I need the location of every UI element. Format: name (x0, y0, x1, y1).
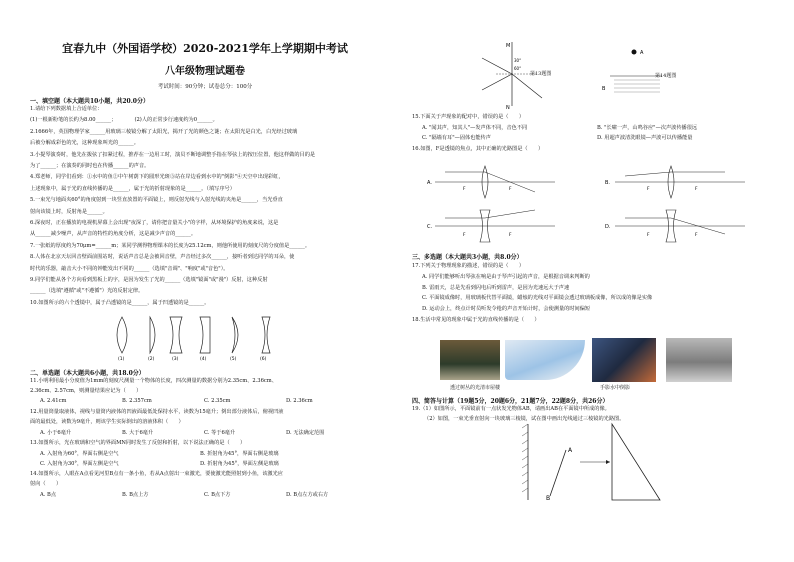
option: D. 运动会上，终点计时员听发令枪的声音开始计时，会使测量的时间偏短 (422, 305, 591, 312)
q-line: (1)一根新粉笔的长约为8.00______； (2)人的正常步行速度约为0______。 (30, 117, 218, 124)
option: A. 2.41cm (40, 398, 67, 404)
q-line: 时代的乐器，敲击大小不同的钟能发出不同的______（选填"音调"、"响度"或"音色"）。 (30, 265, 229, 272)
q-line: ______（选填"遵循"或"不遵循"）光的反射定律。 (30, 288, 144, 295)
q16-F-A1: F (463, 187, 466, 192)
question-12: 面的最低处，读数为9毫升，则该学生实际倒出的溶液体积（ ） (30, 419, 184, 425)
option: C. 等于6毫升 (204, 430, 236, 436)
q16-letter-A: A. (427, 180, 432, 186)
q16-F-B2: F (695, 187, 698, 192)
q-line: 10.如图所示的六个透镜中，属于凸透镜的是______，属于凹透镜的是______。 (30, 299, 210, 306)
exam-info: 考试时间：90分钟；试卷总分：100分 (157, 84, 253, 90)
q18-caption-1: 透过树丛的光清市屋楼 (450, 385, 501, 391)
q19-figure (510, 422, 710, 502)
q16-F-B1: F (647, 187, 650, 192)
lens-2 (150, 317, 155, 353)
option: D. 折射角为45°，界面左侧是玻璃 (200, 461, 279, 467)
q16-F-D1: F (647, 233, 650, 238)
section-multi-choice-heading: 三、多选题（本大题共3小题，共8.0分） (412, 254, 523, 261)
exam-subtitle: 八年级物理试题卷 (165, 66, 245, 77)
question-13: 13.如图所示，光在玻璃和空气的界面MN同时发生了反射和折射，以下说法正确的是（ ） (30, 440, 246, 446)
question-19: （2）如图，一束光垂直射向一块玻璃三棱镜，试在图中画出光线通过三棱镜的光路图。 (424, 416, 625, 422)
q18-photo-4 (666, 338, 732, 382)
q-line: 为了______；在演奏的同时也在传播______的声音。 (30, 163, 150, 169)
q-line: 8.人体在北京天坛回音壁面前围站时，说话声音总是会被回音壁，声音经过多次______，接听者到达同学的耳朵，使 (30, 254, 295, 261)
option: B. 折射角为45°，界面右侧是玻璃 (200, 451, 279, 457)
q-line: 6.深夜时，正在播放的电视机屏幕上会出现"夜深了，请你把音量关小"的字样，从环境保护的角度来说，这是 (30, 220, 279, 226)
lens-label-1: (1) (118, 357, 125, 361)
fig13-a60: 60° (514, 66, 522, 71)
question-18: 18.生活中常见的现象中属于光的直线传播的是（ ） (412, 317, 540, 323)
lens-1 (117, 317, 127, 353)
option: B. 雷雨天，总是先看到闪电后听到雷声，是因为光速远大于声速 (422, 284, 570, 291)
option: B. "长啸一声，山鸣谷应"—次声波传播很远 (597, 125, 698, 131)
option: C. 入射角为30°，界面左侧是空气 (40, 461, 119, 467)
option: A. 同学们能够听出琴弦在响是由于琴声引起的声音，是根据音调来判断的 (422, 274, 590, 280)
option: C. 平面镜成像时，用玻璃板代替平面镜，蜡烛的光线对平面镜会透过玻璃板成像，所以成的像是实像 (422, 295, 653, 301)
q16-figure (425, 162, 755, 247)
figure-14-label: 第14题图 (655, 73, 677, 79)
option: A. 小于6毫升 (40, 430, 72, 436)
q-line: 9.同学们能从各个方向看到黑板上的字，是因为发生了光的______（选填"镜面"或"漫"）反射，这种反射 (30, 277, 268, 283)
q16-letter-B: B. (605, 180, 611, 186)
question-15: 15.下面关于声现象的配对中，错误的是（ ） (412, 114, 525, 120)
q-line: 上述现象中，属于光的直线传播的是______，属于光的折射现象的是______。（填写序号） (30, 185, 235, 192)
fig13-N: N (506, 105, 510, 110)
question-11: 2.36cm、2.57cm，则测量结果应记为（ ） (30, 388, 142, 394)
option: A. 入射角为60°，界面右侧是空气 (40, 451, 119, 457)
lens-label-4: (4) (200, 357, 207, 361)
q18-caption-3: 手影水中倒影 (600, 385, 631, 391)
lens-label-5: (5) (230, 357, 237, 361)
question-17: 17.下列关于物理现象的描述，错误的是（ ） (412, 263, 525, 269)
section-fill-blank-heading: 一、填空题（本大题共10小题，共20.0分） (30, 98, 149, 105)
fig13-M: M (506, 43, 511, 49)
q19-B: B (546, 495, 551, 502)
q-line: 从______减少噪声，从声音的特性的角度分析，这是减少声音的______。 (30, 231, 197, 238)
lens-label-6: (6) (260, 357, 267, 361)
exam-title: 宜春九中（外国语学校）2020-2021学年上学期期中考试 (62, 42, 348, 55)
q-line: 3.小提琴演奏时，他先在拨弦了扣紧过程，推荐在一边用工时，演员不断地调整手指在琴弦上的按压位置，他这样做的目的是 (30, 151, 316, 158)
lens-5 (232, 317, 238, 353)
option: B. 大于6毫升 (122, 430, 154, 436)
q18-photo-3 (592, 338, 656, 382)
lens-3 (170, 317, 182, 353)
option: B. B点上方 (122, 492, 149, 498)
q-line: 射向该镜上时，反射角是______。 (30, 208, 108, 215)
q-line: 4.郑老师，同学们看到：①水中的鱼②中午树荫下的圆形光斑③站在岸边看到水中的"倒影"④天空中出现彩虹， (30, 174, 284, 181)
question-16: 16.如图，F是透镜的焦点，其中正确的光路图是（ ） (412, 146, 544, 152)
question-11: 11.小明利用最小分度值为1mm的刻度尺测量一个物体的长度，四次测量的数据分别为2.35cm、2.36cm、 (30, 378, 277, 384)
figure-13-label: 第13题图 (530, 71, 552, 77)
q-line: 1.请给下列数据填上合适单位： (30, 106, 103, 112)
lens-4 (200, 317, 210, 353)
option: D. 无法确定范围 (286, 430, 325, 436)
q18-photo-2 (505, 340, 585, 380)
fig14-A: A (640, 50, 644, 56)
option: D. 用超声波清洗眼镜—声波可以传播能量 (597, 135, 693, 141)
lens-label-3: (3) (172, 357, 179, 361)
q16-letter-C: C. (427, 224, 433, 230)
q16-letter-D: D. (605, 224, 611, 230)
section-calc-heading: 四、简答与计算（19题5分，20题6分，21题7分，22题8分，共26分） (412, 398, 609, 405)
option: A. B点 (40, 492, 57, 498)
question-14: 射向（ ） (30, 481, 62, 487)
q-line: 2.1666年，英国物理学家______用玻璃三棱镜分解了太阳光，揭开了光的颜色之谜；在太阳光是白光，白光经过玻璃 (30, 128, 298, 135)
section-single-choice-heading: 二、单选题（本大题共6小题，共18.0分） (30, 370, 145, 377)
question-12: 12.用量筒量取液体，视线与量筒内液体的凹液面最低处保持水平，读数为15毫升；倒出部分液体后，俯视凹液 (30, 409, 284, 415)
q-line: 后被分解成彩色的光，这种现象叫光的______。 (30, 140, 139, 147)
q16-F-C2: F (509, 233, 512, 238)
question-14: 14.如图所示，人眼在A点看见河里B点有一条小鱼，若从A点射出一束激光，要使激光能照射到小鱼，该激光应 (30, 471, 283, 477)
option: C. B点下方 (204, 492, 231, 498)
option: C. "隔墙有耳"—固体也能传声 (422, 135, 491, 141)
q19-A: A (568, 447, 573, 454)
q16-F-C1: F (463, 233, 466, 238)
option: D. B点左方或右方 (286, 492, 329, 498)
q-line: 5.一束光与地面夹60°的角度射到一块竖直放置的平面镜上，则反射光线与入射光线的夹角是______，当光垂直 (30, 197, 283, 204)
q16-F-D2: F (695, 233, 698, 238)
lens-6 (262, 317, 270, 353)
option: B. 2.357cm (122, 398, 152, 404)
fig13-a30: 30° (514, 58, 522, 63)
q-line: 7.一张纸的厚度约为70μm=______m；某同学测得物理课本的长度为25.12cm，则他所使用的刻度尺的分度值是______。 (30, 242, 311, 249)
q18-photo-1 (440, 340, 500, 380)
question-19: 19.（1）如图所示，平面镜前有一点状发光物体AB，请画出AB在平面镜中所成的像。 (412, 406, 610, 412)
q16-F-A2: F (509, 187, 512, 192)
lens-label-2: (2) (148, 357, 155, 361)
option: D. 2.36cm (286, 398, 313, 404)
option: A. "闻其声，知其人"—发声体不同，音色不同 (422, 125, 528, 131)
lens-figure (110, 313, 300, 361)
fig14-B: B (602, 86, 606, 92)
option: C. 2.35cm (204, 398, 231, 404)
